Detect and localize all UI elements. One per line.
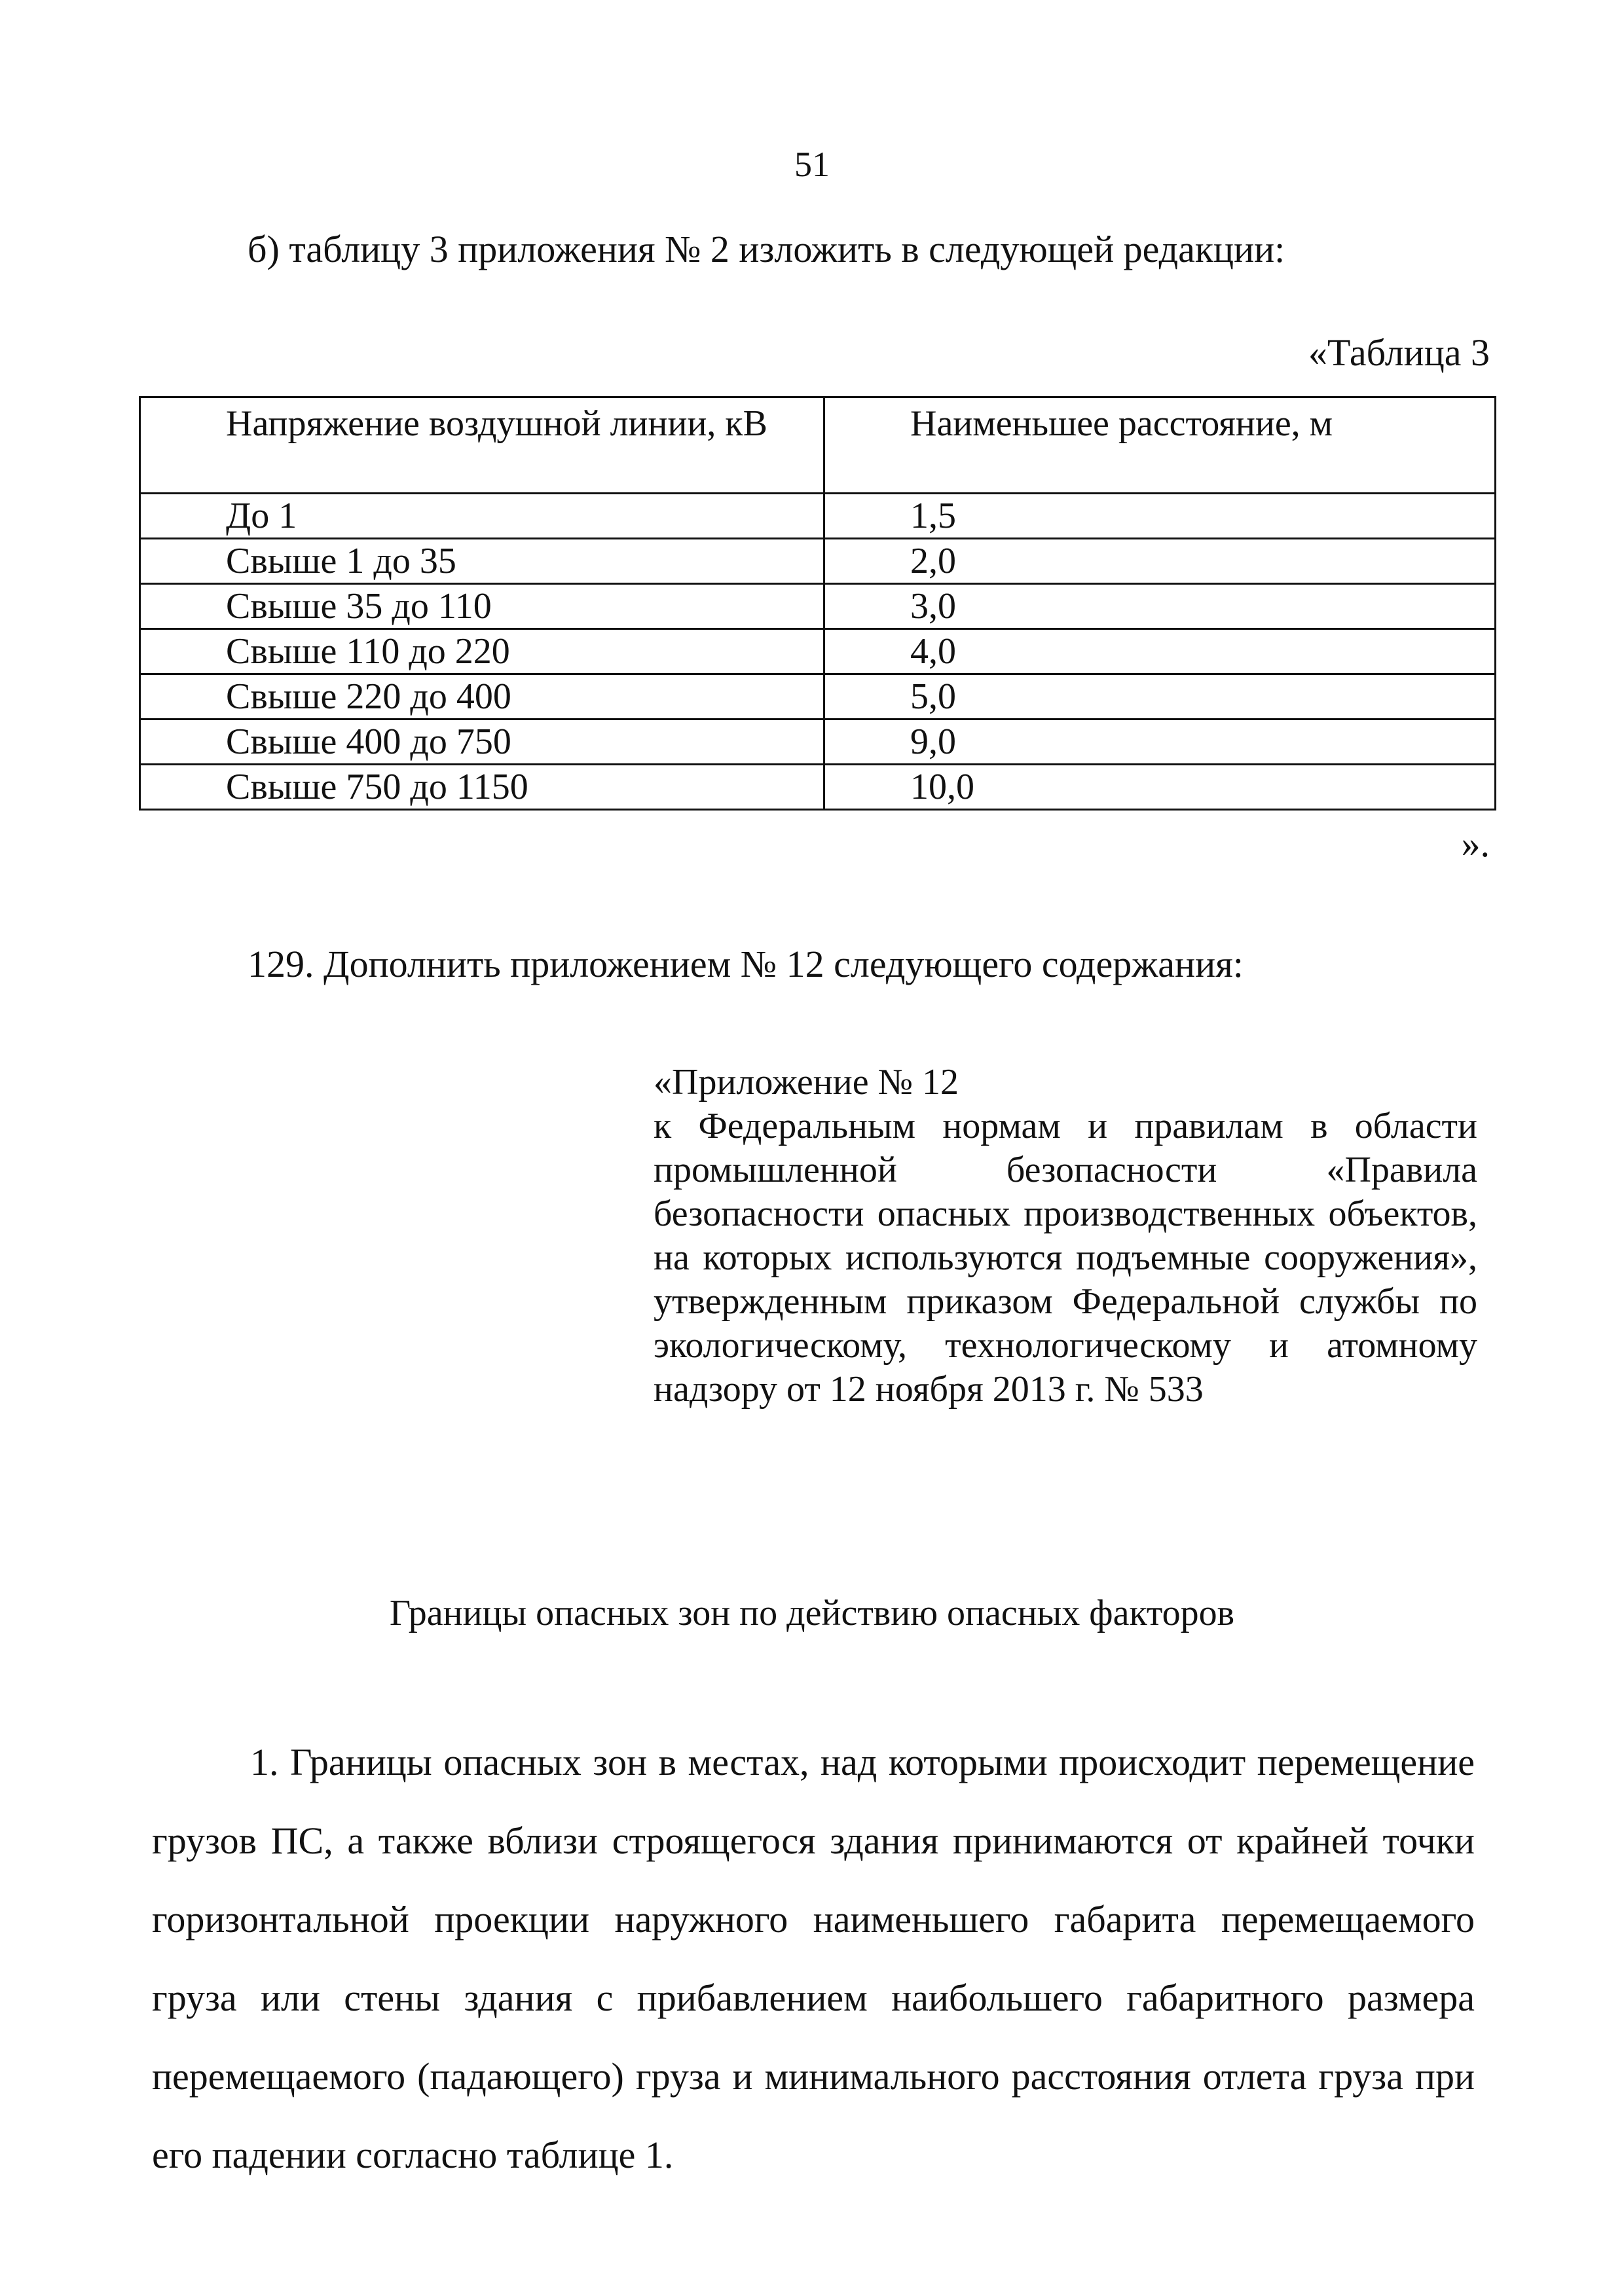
item-129-paragraph: 129. Дополнить приложением № 12 следующего содержания:	[248, 943, 1244, 985]
table-row	[140, 539, 1496, 584]
table-closing-quote: ».	[1461, 822, 1490, 865]
table-row	[140, 720, 1496, 765]
cell-voltage: Свыше 750 до 1150	[140, 765, 824, 810]
table-row	[140, 494, 1496, 539]
cell-distance: 2,0	[824, 539, 1496, 584]
table-row	[140, 629, 1496, 674]
cell-voltage: Свыше 1 до 35	[140, 539, 824, 584]
cell-distance: 3,0	[824, 584, 1496, 629]
page-number: 51	[794, 145, 830, 184]
appendix-text: к Федеральным нормам и правилам в области промышленной безопасности «Правила безопасности опасных производственных объектов, на которых используются подъемные сооружения», утвержденным приказом Федеральной службы по экологическому, технологическому и атомному надзору от 12 ноября 2013 г. № 533	[654, 1106, 1477, 1410]
cell-voltage: Свыше 220 до 400	[140, 674, 824, 720]
cell-distance: 5,0	[824, 674, 1496, 720]
cell-voltage: До 1	[140, 494, 824, 539]
intro-paragraph: б) таблицу 3 приложения № 2 изложить в следующей редакции:	[248, 228, 1285, 270]
table-row	[140, 584, 1496, 629]
header-distance: Наименьшее расстояние, м	[824, 397, 1496, 494]
table-label: «Таблица 3	[1308, 331, 1490, 374]
appendix-title: «Приложение № 12	[654, 1062, 959, 1102]
body-paragraph: 1. Границы опасных зон в местах, над которыми происходит перемещение грузов ПС, а также вблизи строящегося здания принимаются от крайней точки горизонтальной проекции наружного наименьшего габарита перемещаемого груза или стены здания с прибавлением наибольшего габаритного размера перемещаемого (падающего) груза и минимального расстояния отлета груза при его падении согласно таблице 1.	[152, 1741, 1475, 2176]
cell-voltage: Свыше 400 до 750	[140, 720, 824, 765]
cell-voltage: Свыше 110 до 220	[140, 629, 824, 674]
appendix-block	[654, 1061, 1477, 1412]
section-heading: Границы опасных зон по действию опасных факторов	[389, 1593, 1235, 1633]
table-row	[140, 674, 1496, 720]
cell-distance: 10,0	[824, 765, 1496, 810]
table-row	[140, 765, 1496, 810]
cell-distance: 9,0	[824, 720, 1496, 765]
cell-voltage: Свыше 35 до 110	[140, 584, 824, 629]
cell-distance: 1,5	[824, 494, 1496, 539]
cell-distance: 4,0	[824, 629, 1496, 674]
table-header-row	[140, 397, 1496, 494]
voltage-distance-table	[139, 396, 1496, 811]
header-voltage: Напряжение воздушной линии, кВ	[140, 397, 824, 494]
